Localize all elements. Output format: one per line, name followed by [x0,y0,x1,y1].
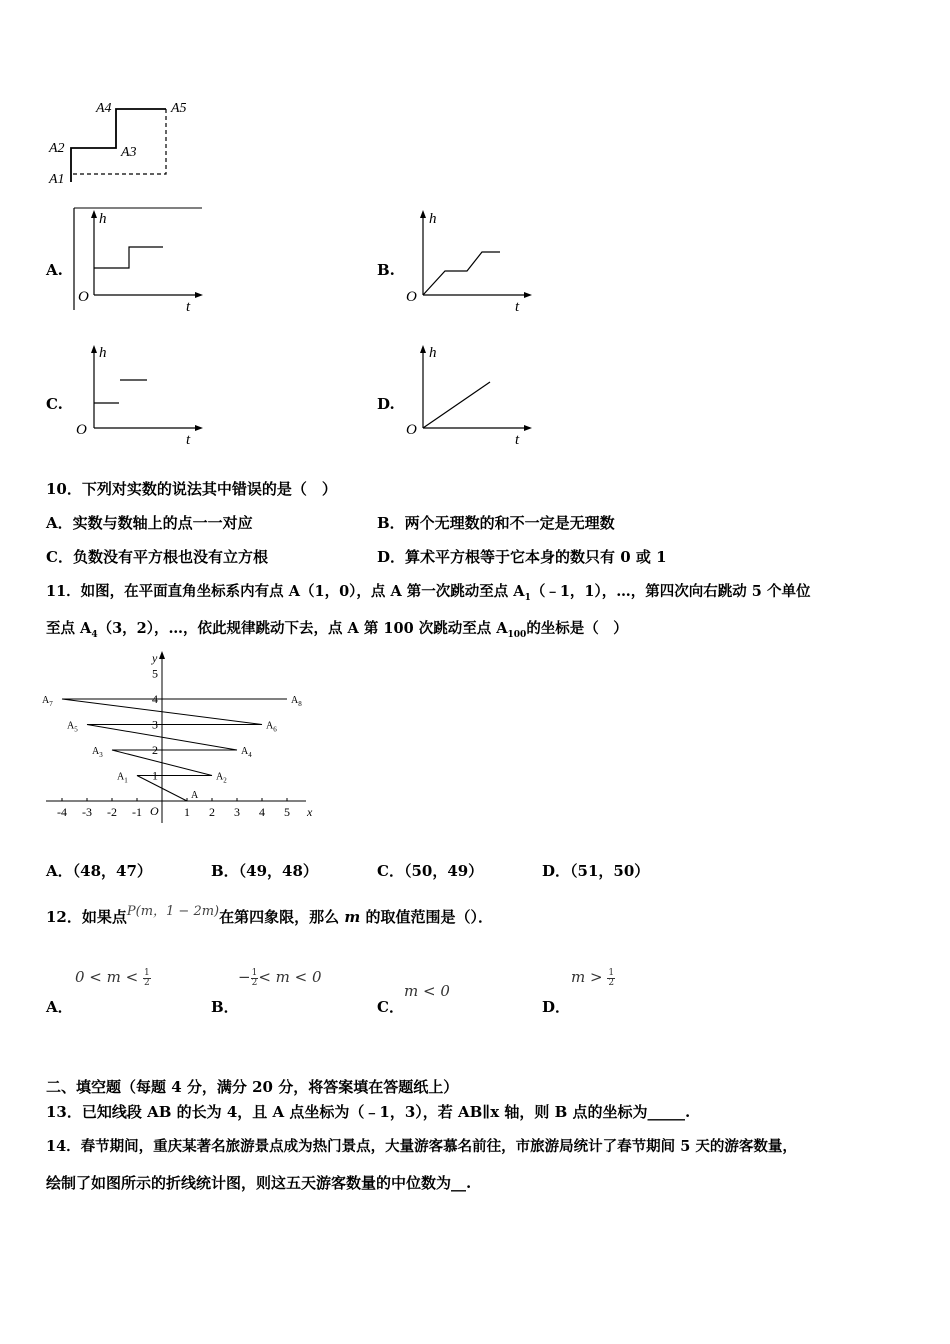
x-tick-label: 4 [259,805,265,819]
q14-line1: 14．春节期间，重庆某著名旅游景点成为热门景点，大量游客慕名前往，市旅游局统计了春节期间 5 天的游客数量， [46,1138,797,1155]
y-tick-label: 3 [152,717,158,732]
q11-stem-line2 [46,619,628,645]
axis-label-t: t [186,432,191,448]
q12-a-num: 1 [143,967,150,978]
q11-option-b[interactable]: B．（49，48） [211,862,318,880]
axis-label-h: h [99,211,107,227]
point-label-a7: $A_7$ [42,695,53,708]
q12-text-a: 12．如果点 [46,908,127,926]
point-label-a1: $A_1$ [117,771,128,785]
q11-text-2a: 至点 A [46,620,92,637]
origin-label: O [150,804,159,818]
y-tick-label: 4 [152,692,158,706]
q12-option-c-expr[interactable] [404,982,450,1000]
q11-sub-2: 4 [91,629,98,640]
q9-graph-d [403,340,538,448]
x-tick-label: 3 [234,805,240,819]
y-axis-arrow [159,651,165,659]
q11-option-a[interactable]: A．（48，47） [46,862,152,880]
q10-option-d[interactable]: D．算术平方根等于它本身的数只有 0 或 1 [377,548,667,566]
q12-option-c-letter[interactable]: C． [377,998,404,1016]
q12-option-a-expr[interactable] [75,968,151,988]
origin-label: O [78,289,89,305]
q10-stem: 10．下列对实数的说法其中错误的是（ ） [46,480,337,498]
q9-option-a-letter[interactable]: A. [46,261,63,279]
q12-option-d-expr[interactable] [571,968,615,988]
x-tick-label: 5 [284,805,290,819]
point-label-sub: 8 [298,700,302,708]
q12-d-frac [607,969,615,988]
point-label-sub: 7 [49,700,53,708]
y-tick-label: 5 [152,666,158,681]
x-tick-label: 1 [184,805,190,819]
point-label-a6: $A_6$ [266,720,277,734]
y-tick-label: 2 [152,743,158,757]
axis-label-t: t [515,299,520,315]
point-label-sub: 5 [74,725,78,734]
point-label-a5: $A_5$ [67,720,78,734]
q14-line2: 绘制了如图所示的折线统计图，则这五天游客数量的中位数为__. [46,1174,472,1192]
q12-d-left: m > [571,968,608,986]
q12-a-frac [143,969,151,988]
x-axis-label: x [307,805,313,819]
q9-graph-b [403,205,538,315]
q9-option-d-letter[interactable]: D. [377,395,395,413]
point-label-a2: $A_2$ [216,771,227,785]
stairs-figure [44,96,204,192]
point-label-sub: 1 [124,776,128,785]
q12-b-num: 1 [251,967,258,978]
q9-option-c-letter[interactable]: C. [46,395,63,413]
q12-option-d-letter[interactable]: D． [542,998,571,1016]
section-heading: 二、填空题（每题 4 分，满分 20 分，将答案填在答题纸上） [46,1078,459,1096]
point-label-sub: 2 [223,776,227,785]
q11-sub-3: 100 [507,629,527,640]
q11-text-1b: （﹣1，1），…，第四次向右跳动 5 个单位 [530,583,811,600]
x-tick-label: -2 [107,805,117,819]
q9-graph-a [72,205,207,315]
q12-b-den: 2 [251,977,258,988]
point-label-sub: 4 [248,751,252,759]
q12-text-c: 的取值范围是（）． [365,908,493,926]
q11-text-2c: 的坐标是（ ） [526,620,628,637]
stairs-label-a1: A1 [49,172,65,187]
q9-option-b-letter[interactable]: B. [377,261,395,279]
q12-a-left: 0 < m < [75,968,143,986]
x-tick-label: -3 [82,805,92,819]
x-tick-label: -4 [57,805,67,819]
q12-option-a-letter[interactable]: A． [46,998,73,1016]
point-label-sub: 3 [99,751,103,759]
stairs-label-a3: A3 [121,145,137,160]
stairs-label-a5: A5 [171,101,187,116]
y-axis-label: y [152,651,158,665]
axis-label-h: h [99,345,107,361]
q13-text: 13．已知线段 AB 的长为 4，且 A 点坐标为（﹣1，3），若 AB∥x 轴，则 B 点的坐标为_____. [46,1103,691,1121]
point-label-a8: $A_8$ [291,695,302,708]
q12-text-b: 在第四象限，那么 [219,908,340,926]
q11-option-c[interactable]: C．（50，49） [377,862,484,880]
stairs-label-a4: A4 [96,101,112,116]
q12-a-den: 2 [143,977,150,988]
q11-text-2b: （3，2），…，依此规律跳动下去，点 A 第 100 次跳动至点 A [97,620,508,637]
origin-label: O [406,422,417,438]
q11-sub-1: 1 [524,592,531,603]
point-label-a4: $A_4$ [241,746,252,759]
q12-stem [46,904,493,929]
q12-option-b-letter[interactable]: B． [211,998,239,1016]
point-label-a0: A [191,790,199,801]
q12-b-left: − [238,968,251,986]
q12-b-right: < m < 0 [258,968,322,986]
origin-label: O [76,422,87,438]
stairs-label-a2: A2 [49,141,65,156]
q11-stem-line1 [46,582,810,608]
q11-option-d[interactable]: D．（51，50） [542,862,650,880]
q10-option-a[interactable]: A．实数与数轴上的点一一对应 [46,514,253,532]
q11-text-1a: 11．如图，在平面直角坐标系内有点 A（1，0），点 A 第一次跳动至点 A [46,583,525,600]
axis-label-t: t [515,432,520,448]
q9-graph-c [72,340,207,448]
q11-coordinate-graph [44,648,324,830]
point-label-sub: 6 [273,725,277,734]
axis-label-t: t [186,299,191,315]
q12-point-expr: P(m，1 − 2m) [126,904,220,919]
x-tick-label: 2 [209,805,215,819]
q10-option-b[interactable]: B．两个无理数的和不一定是无理数 [377,514,615,532]
q12-d-num: 1 [608,967,615,978]
point-label-a3: $A_3$ [92,746,103,759]
y-tick-label: 1 [152,768,158,783]
q10-option-c[interactable]: C．负数没有平方根也没有立方根 [46,548,268,566]
q12-c-left: m < 0 [404,982,450,1000]
axis-label-h: h [429,345,437,361]
origin-label: O [406,289,417,305]
q12-var: m [344,908,361,926]
q12-d-den: 2 [608,977,615,988]
x-tick-label: -1 [132,805,142,819]
q12-option-b-expr[interactable] [238,968,322,988]
axis-label-h: h [429,211,437,227]
